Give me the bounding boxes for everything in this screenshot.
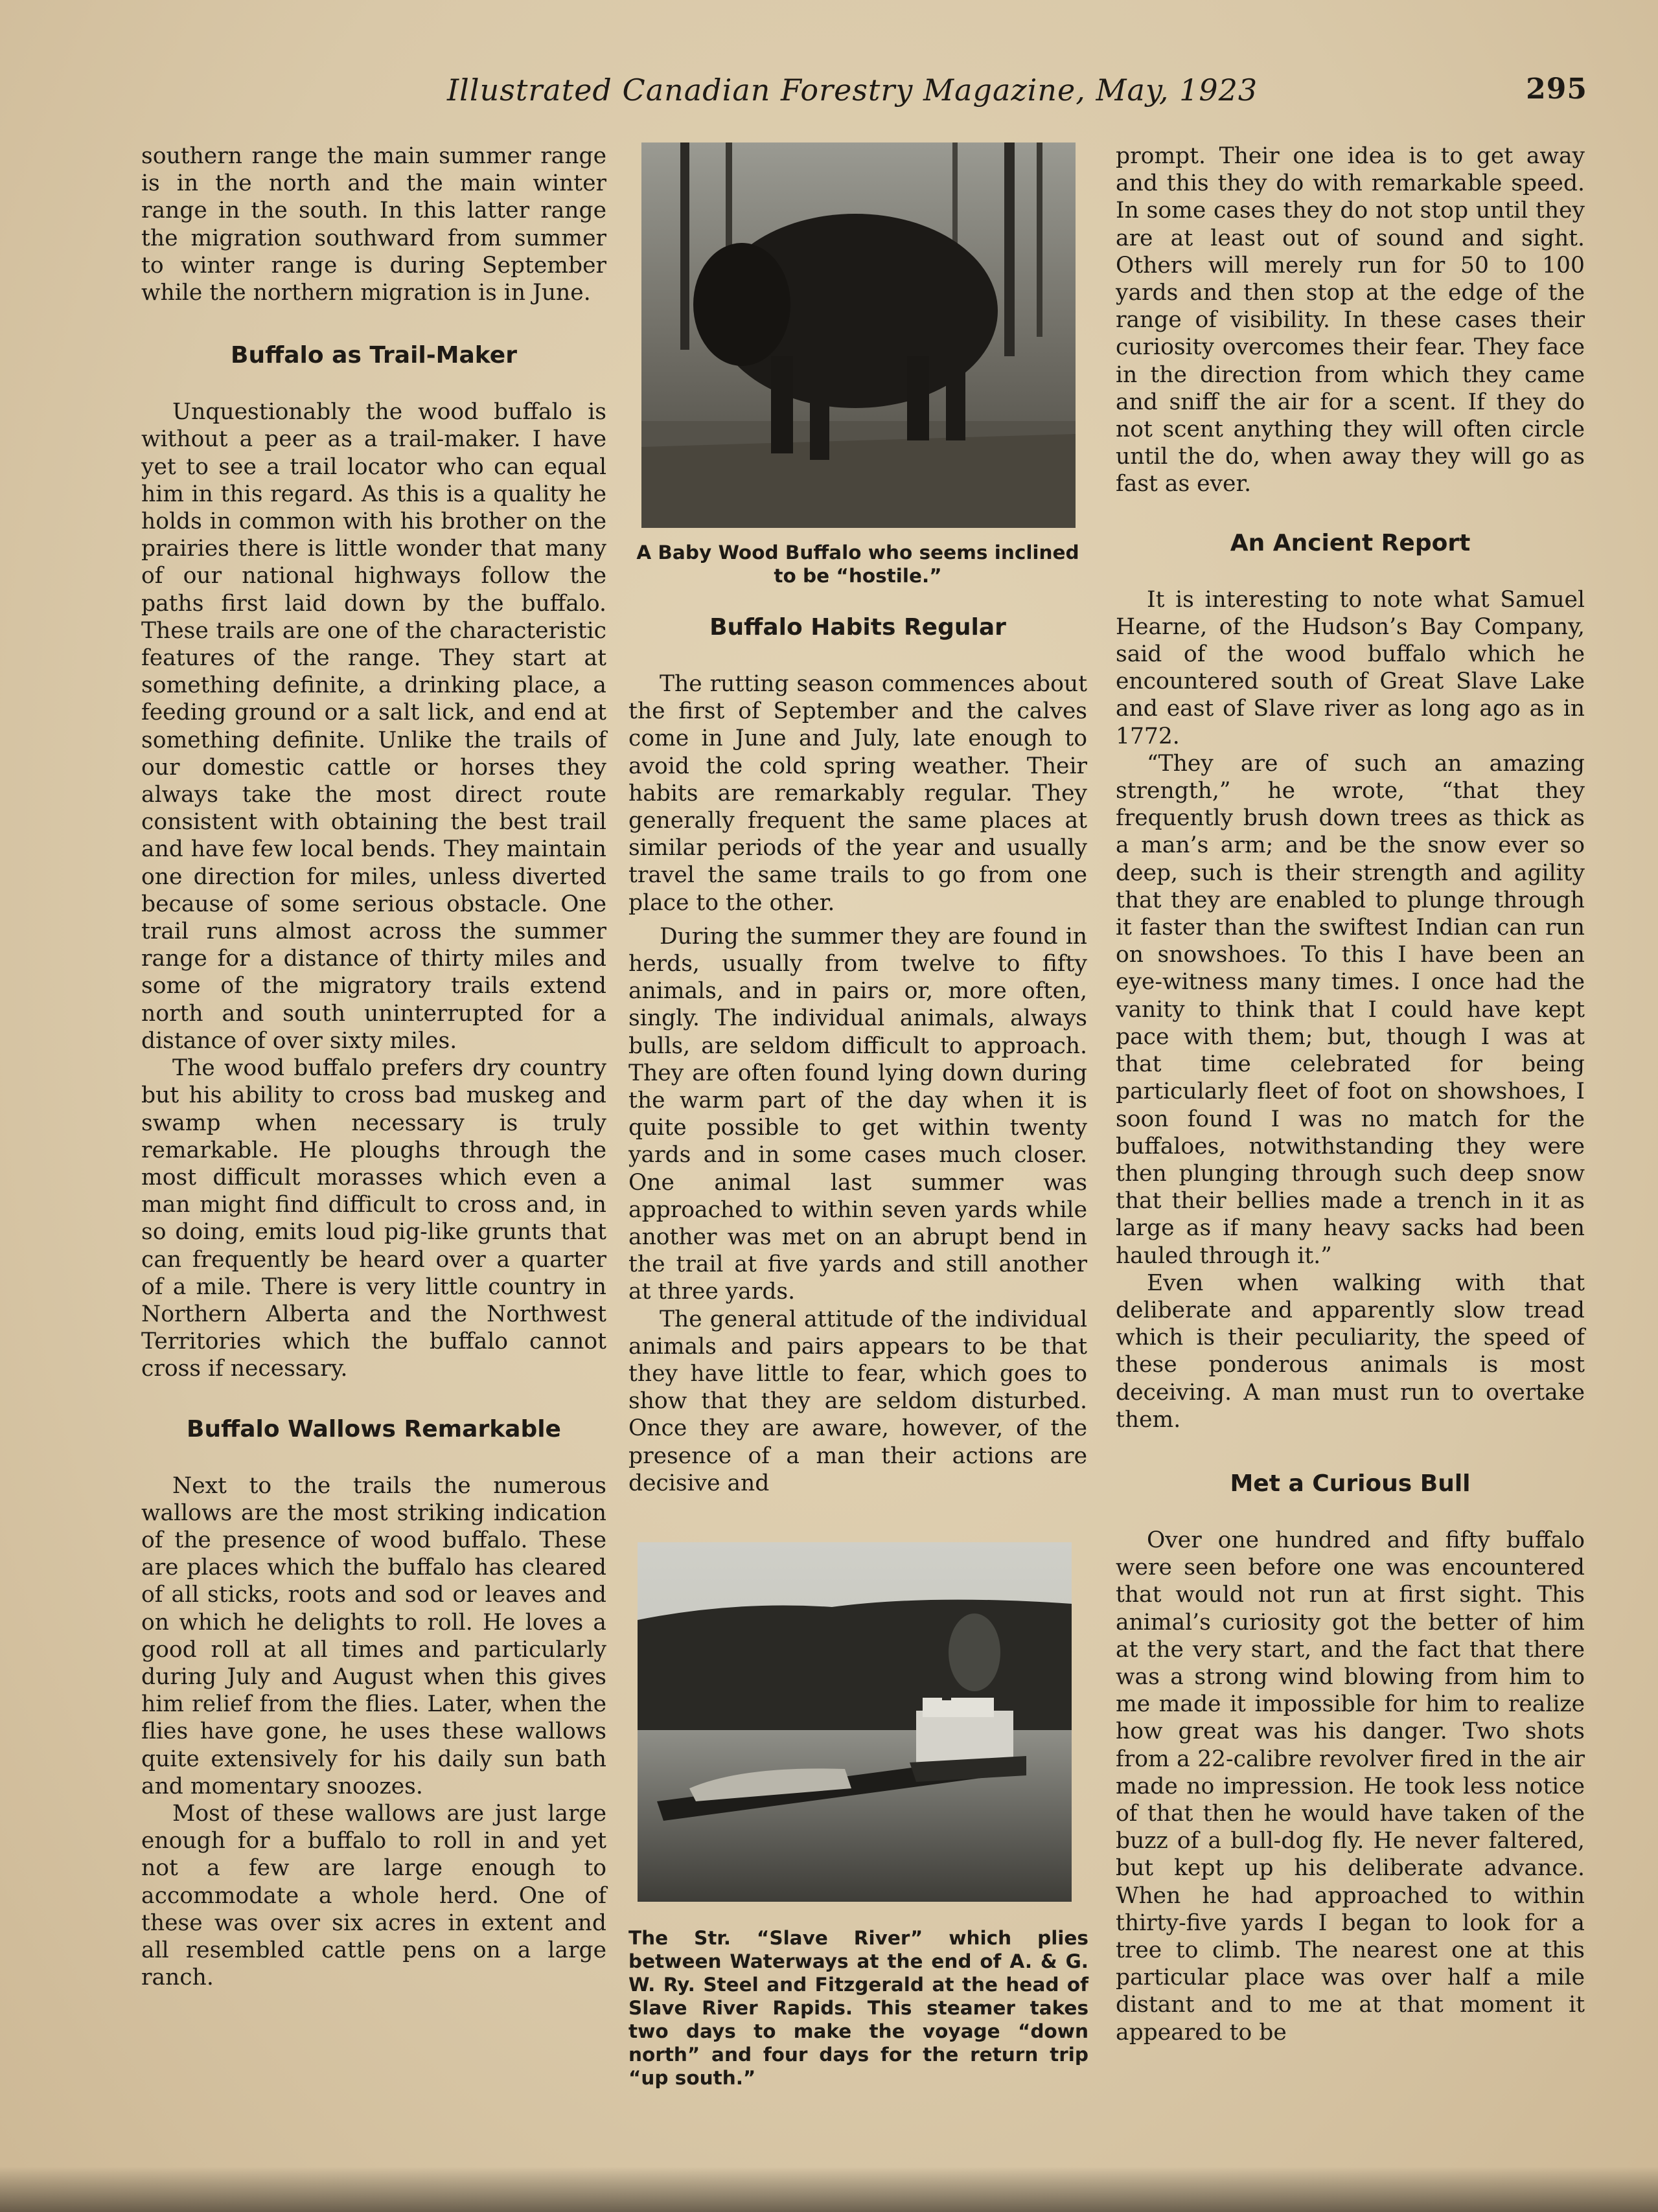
paragraph: “They are of such an amazing strength,” he wrote, “that they frequently brush down trees as thick as a man’s arm; and be the snow ever so deep, such is their strength and agility that they are enabled to plunge through it faster than the swiftest Indian can run on snowshoes. To this I have been an eye-witness many times. I once had the vanity to think that I could have kept pace with them; but, though I was at that time celebrated for being particularly fleet of foot on showshoes, I soon found I was no match for the buffaloes, notwithstanding they were then plunging through such deep snow that their bellies made a trench in it as large as if many heavy sacks had been hauled through it.” [1116, 750, 1585, 1269]
buffalo-photo [641, 143, 1076, 528]
page-number: 295 [1526, 73, 1587, 106]
paragraph: Even when walking with that deliberate and apparently slow tread which is their peculiarity, the speed of these ponderous animals is most deceiving. A man must run to overtake them. [1116, 1270, 1585, 1433]
paragraph: The general attitude of the individual animals and pairs appears to be that they have little to fear, which goes to show that they are seldom disturbed. Once they are aware, however, of the presence of a man their actions are decisive and [628, 1306, 1087, 1496]
running-header [441, 73, 1587, 118]
paragraph: Next to the trails the numerous wallows are the most striking indication of the presence of wood buffalo. These are places which the buffalo has cleared of all sticks, roots and sod or leaves and on which he delights to roll. He loves a good roll at all times and particularly during July and August when this gives him relief from the flies. Later, when the flies have gone, he uses these wallows quite extensively for his daily sun bath and momentary snoozes. [141, 1472, 606, 1799]
paragraph: southern range the main summer range is in the north and the main winter range in the south. In this latter range the migration southward from summer to winter range is during September while the northern migration is in June. [141, 143, 606, 306]
steamer-photo [638, 1542, 1072, 1902]
paragraph: The rutting season commences about the first of September and the calves come in June and July, late enough to avoid the cold spring weather. Their habits are remarkably regular. They generally frequent the same places at similar periods of the year and usually travel the same trails to go from one place to the other. [628, 671, 1087, 916]
section-heading-ancient-report: An Ancient Report [1230, 529, 1471, 556]
photo-caption-steamer: The Str. “Slave River” which plies between Waterways at the end of A. & G. W. Ry. Steel and Fitzgerald at the head of Slave River Rapids. This steamer takes two days to make the voyage “down north” and four days for the return trip “up south.” [628, 1927, 1088, 2090]
magazine-title: Illustrated Canadian Forestry Magazine, May, 1923 [447, 73, 1258, 108]
section-heading-trail-maker: Buffalo as Trail-Maker [231, 342, 517, 369]
column-right [1116, 143, 1585, 2046]
paragraph: The wood buffalo prefers dry country but his ability to cross bad muskeg and swamp when necessary is truly remarkable. He ploughs through the most difficult morasses which even a man might find difficult to cross and, in so doing, emits loud pig-like grunts that can frequently be heard over a quarter of a mile. There is very little country in Northern Alberta and the Northwest Territories which the buffalo cannot cross if necessary. [141, 1055, 606, 1382]
section-heading-wallows: Buffalo Wallows Remarkable [187, 1415, 561, 1442]
section-heading-curious-bull: Met a Curious Bull [1230, 1470, 1471, 1497]
paragraph: During the summer they are found in herds, usually from twelve to fifty animals, and in pairs or, more often, singly. The individual animals, always bulls, are seldom difficult to approach. They are often found lying down during the warm part of the day when it is quite possible to get within twenty yards and in some cases much closer. One animal last summer was approached to within seven yards while another was met on an abrupt bend in the trail at five yards and still another at three yards. [628, 923, 1087, 1305]
page-edge-shadow [0, 2167, 1658, 2212]
paragraph: prompt. Their one idea is to get away and this they do with remarkable speed. In some cases they do not stop until they are at least out of sound and sight. Others will merely run for 50 to 100 yards and then stop at the edge of the range of visibility. In these cases their curiosity overcomes their fear. They face in the direction from which they came and sniff the air for a scent. If they do not scent anything they will often circle until the do, when away they will go as fast as ever. [1116, 143, 1585, 497]
section-heading-habits: Buffalo Habits Regular [709, 614, 1006, 641]
paragraph: Most of these wallows are just large enough for a buffalo to roll in and yet not a few are large enough to accommodate a whole herd. One of these was over six acres in extent and all resembled cattle pens on a large ranch. [141, 1800, 606, 1991]
paragraph: Unquestionably the wood buffalo is without a peer as a trail-maker. I have yet to see a trail locator who can equal him in this regard. As this is a quality he holds in common with his brother on the prairies there is little wonder that many of our national highways follow the paths first laid down by the buffalo. These trails are one of the characteristic features of the range. They start at something definite, a drinking place, a feeding ground or a salt lick, and end at something definite. Unlike the trails of our domestic cattle or horses they always take the most direct route consistent with obtaining the best trail and have few local bends. They maintain one direction for miles, unless diverted because of some serious obstacle. One trail runs almost across the summer range for a distance of thirty miles and some of the migratory trails extend north and south uninterrupted for a distance of over sixty miles. [141, 399, 606, 1054]
photo-caption-buffalo: A Baby Wood Buffalo who seems inclined to be “hostile.” [636, 542, 1079, 587]
paragraph: It is interesting to note what Samuel Hearne, of the Hudson’s Bay Company, said of the wood buffalo which he encountered south of Great Slave Lake and east of Slave river as long ago as in 1772. [1116, 586, 1585, 749]
column-left [141, 143, 606, 1991]
paragraph: Over one hundred and fifty buffalo were seen before one was encountered that would not run at first sight. This animal’s curiosity got the better of him at the very start, and the fact that there was a strong wind blowing from him to me made it impossible for him to realize how great was his danger. Two shots from a 22-calibre revolver fired in the air made no impression. He took less notice of that then he would have taken of the buzz of a bull-dog fly. He never faltered, but kept up his deliberate advance. When he had approached to within thirty-five yards I began to look for a tree to climb. The nearest one at this particular place was over half a mile distant and to me at that moment it appeared to be [1116, 1527, 1585, 2046]
column-middle [628, 143, 1087, 2090]
